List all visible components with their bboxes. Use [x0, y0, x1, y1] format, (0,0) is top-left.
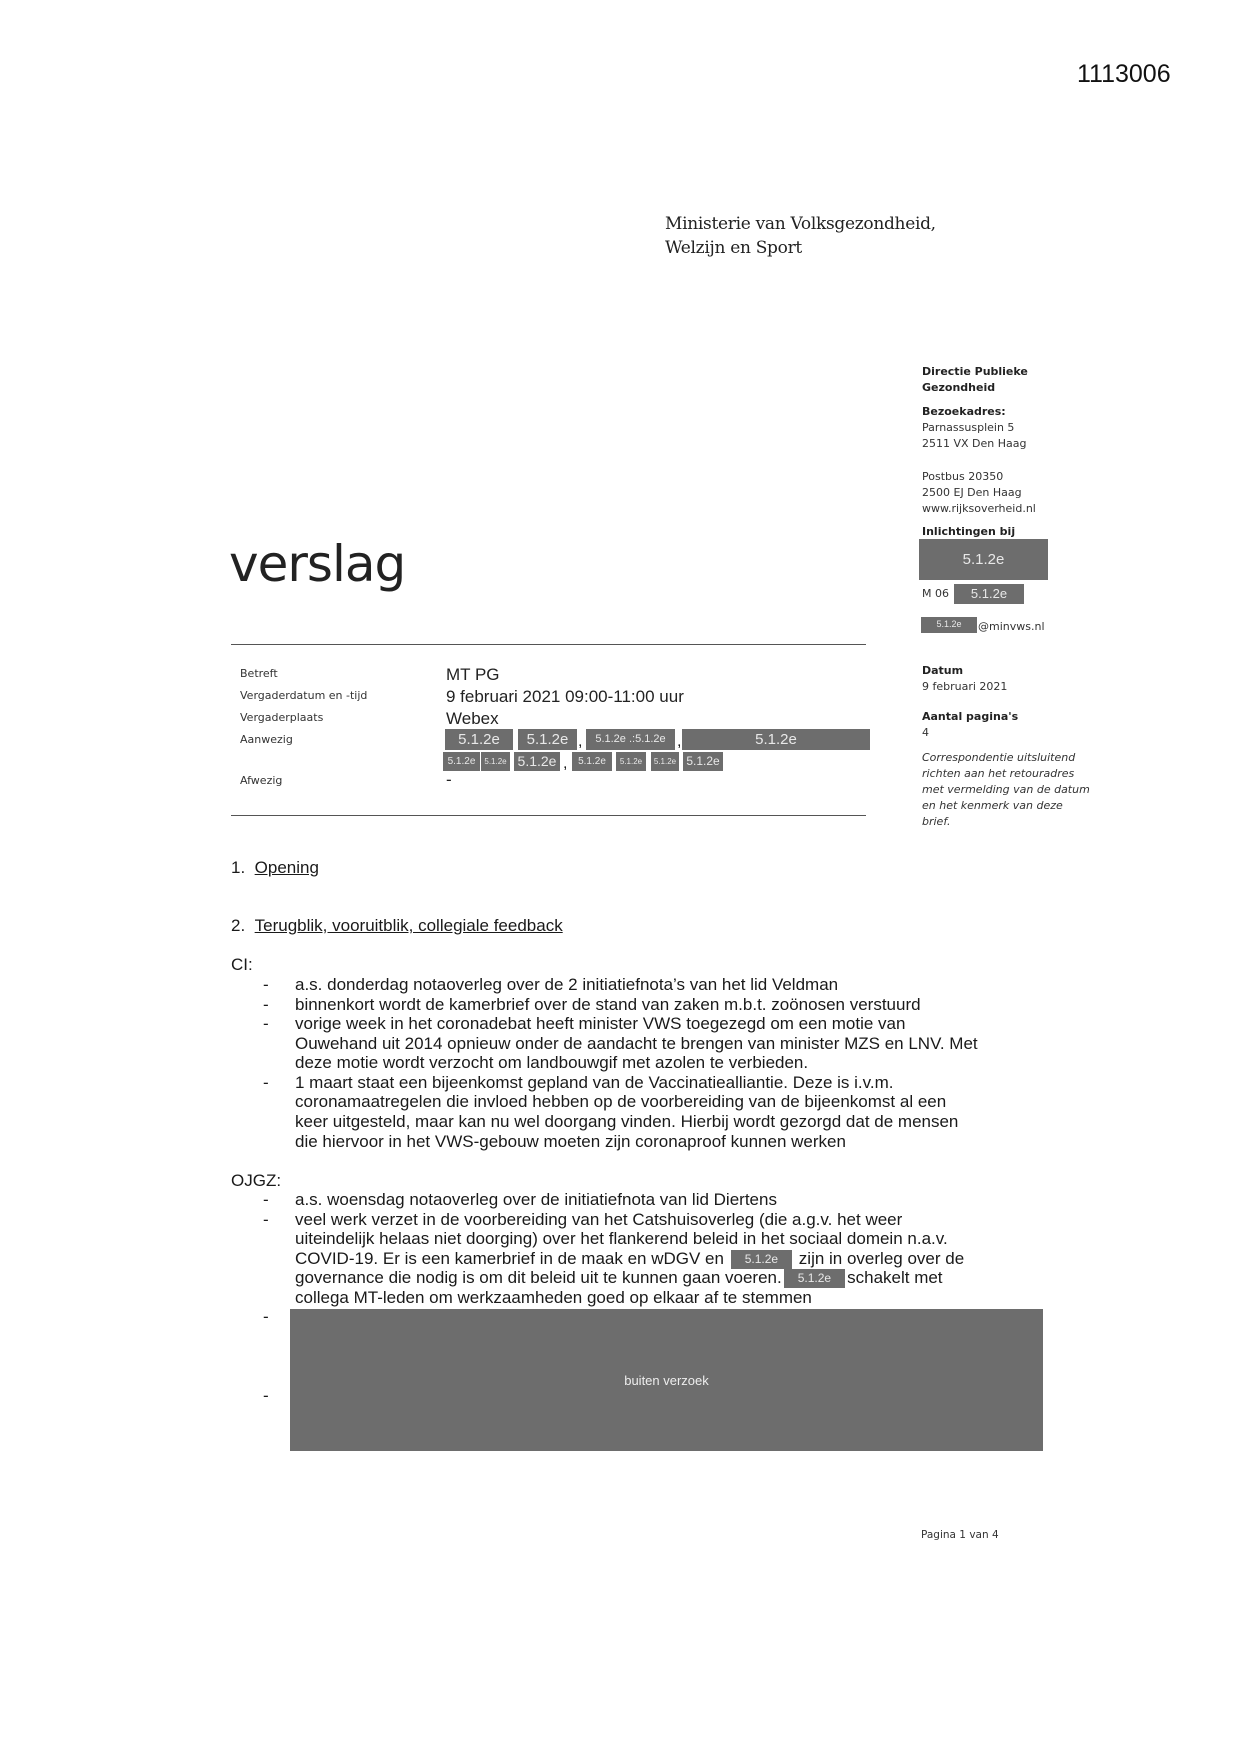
ministry-line-2: Welzijn en Sport [665, 238, 802, 258]
text-segment: a.s. woensdag notaoverleg over de initiatiefnota van lid Diertens [295, 1190, 777, 1209]
bottom-divider [231, 815, 866, 816]
post-city: 2500 EJ Den Haag [922, 486, 1022, 499]
text-segment: uiteindelijk helaas niet doorging) over het flankerend beleid in het sociaal domein n.a.v. [295, 1229, 948, 1248]
inline-redaction: 5.1.2e [731, 1250, 792, 1269]
ministry-line-1: Ministerie van Volksgezondheid, [665, 214, 936, 234]
info-label: Inlichtingen bij [922, 525, 1016, 538]
place-value: Webex [446, 709, 499, 728]
bullet-line [295, 1013, 905, 1035]
datetime-label: Vergaderdatum en -tijd [240, 689, 368, 702]
bullet-line [295, 974, 838, 996]
text-segment: die hiervoor in het VWS-gebouw moeten zijn coronaproof kunnen werken [295, 1132, 846, 1151]
place-label: Vergaderplaats [240, 711, 324, 724]
redaction-present: 5.1.2e [514, 752, 560, 771]
text-segment: collega MT-leden om werkzaamheden goed op elkaar af te stemmen [295, 1288, 812, 1307]
bullet-dash: - [263, 1210, 269, 1229]
text-segment: coronamaatregelen die invloed hebben op de voorbereiding van de bijeenkomst al een [295, 1092, 947, 1111]
bullet-dash: - [263, 1386, 269, 1405]
document-title: verslag [229, 535, 406, 593]
ministry-logo-text [665, 212, 936, 260]
text-segment: keer uitgesteld, maar kan nu wel doorgang vinden. Hierbij wordt gezorgd dat de mensen [295, 1112, 959, 1131]
sidebar-postal-address [922, 469, 1036, 517]
date-value: 9 februari 2021 [922, 680, 1008, 693]
redaction-mobile: 5.1.2e [954, 584, 1024, 604]
date-label: Datum [922, 664, 964, 677]
bullet-line [295, 1131, 846, 1153]
redaction-present: 5.1.2e [572, 752, 612, 771]
comma-separator: , [677, 733, 682, 750]
text-segment: binnenkort wordt de kamerbrief over de stand van zaken m.b.t. zoönosen verstuurd [295, 995, 921, 1014]
text-segment: COVID-19. Er is een kamerbrief in de maak en wDGV en [295, 1249, 729, 1268]
website-link[interactable]: www.rijksoverheid.nl [922, 502, 1036, 515]
bullet-dash: - [263, 975, 269, 994]
agenda-item-title: Opening [254, 858, 319, 877]
redaction-present: 5.1.2e [616, 752, 646, 771]
datetime-value: 9 februari 2021 09:00-11:00 uur [446, 687, 684, 706]
document-number: 1113006 [1077, 60, 1171, 88]
text-segment: deze motie wordt verzocht om landbouwgif met azolen te verbieden. [295, 1053, 809, 1072]
section-heading: CI: [231, 955, 253, 974]
subject-value: MT PG [446, 665, 500, 684]
bullet-line [295, 1052, 808, 1074]
redaction-present: 5.1.2e [445, 729, 513, 750]
agenda-item-1: 1. Opening [231, 858, 319, 877]
bullet-dash: - [263, 1014, 269, 1033]
redaction-present: 5.1.2e .:5.1.2e [586, 729, 675, 750]
bullet-dash: - [263, 1073, 269, 1092]
bullet-line [295, 1287, 812, 1309]
inline-redaction: 5.1.2e [784, 1269, 845, 1288]
present-label: Aanwezig [240, 733, 293, 746]
text-segment: a.s. donderdag notaoverleg over de 2 initiatiefnota’s van het lid Veldman [295, 975, 839, 994]
bullet-dash: - [263, 995, 269, 1014]
bullet-line [295, 1189, 777, 1211]
absent-label: Afwezig [240, 774, 283, 787]
redacted-block [290, 1309, 1043, 1451]
pages-block [922, 709, 1018, 741]
comma-separator: , [563, 755, 568, 772]
bullet-line [295, 1228, 948, 1250]
text-segment: 1 maart staat een bijeenkomst gepland van de Vaccinatiealliantie. Deze is i.v.m. [295, 1073, 894, 1092]
bullet-dash: - [263, 1190, 269, 1209]
agenda-item-2: 2. Terugblik, vooruitblik, collegiale feedback [231, 916, 563, 935]
text-segment: schakelt met [847, 1268, 943, 1287]
section-heading: OJGZ: [231, 1171, 282, 1190]
pages-value: 4 [922, 726, 929, 739]
postbus: Postbus 20350 [922, 470, 1004, 483]
top-divider [231, 644, 866, 645]
redaction-present: 5.1.2e [518, 729, 577, 750]
redaction-present: 5.1.2e [683, 752, 723, 771]
absent-value: - [446, 770, 452, 789]
bullet-line [295, 1091, 946, 1113]
agenda-item-title: Terugblik, vooruitblik, collegiale feedback [254, 916, 563, 935]
redaction-present: 5.1.2e [682, 729, 870, 750]
bullet-line [295, 1111, 958, 1133]
email-domain: @minvws.nl [978, 620, 1045, 633]
redacted-block-label: buiten verzoek [624, 1372, 709, 1388]
redaction-present: 5.1.2e [443, 752, 480, 771]
visit-street: Parnassusplein 5 [922, 421, 1015, 434]
subject-label: Betreft [240, 667, 278, 680]
department-line-1: Directie Publieke [922, 365, 1028, 378]
text-segment: Ouwehand uit 2014 opnieuw onder de aandacht te brengen van minister MZS en LNV. Met [295, 1034, 978, 1053]
visit-city: 2511 VX Den Haag [922, 437, 1027, 450]
text-segment: vorige week in het coronadebat heeft minister VWS toegezegd om een motie van [295, 1014, 906, 1033]
text-segment: veel werk verzet in de voorbereiding van het Catshuisoverleg (die a.g.v. het weer [295, 1210, 903, 1229]
pages-label: Aantal pagina's [922, 710, 1019, 723]
page-number: Pagina 1 van 4 [921, 1529, 999, 1541]
redaction-present: 5.1.2e [651, 752, 679, 771]
text-segment: governance die nodig is om dit beleid uit te kunnen gaan voeren. [295, 1268, 782, 1287]
visit-label: Bezoekadres: [922, 405, 1006, 418]
redaction-present: 5.1.2e [481, 752, 510, 771]
sidebar-department [922, 364, 1028, 396]
correspondence-note: Correspondentie uitsluitend richten aan het retouradres met vermelding van de datum en het kenmerk van deze brief. [922, 751, 1090, 828]
mobile-prefix: M 06 [922, 587, 949, 600]
department-line-2: Gezondheid [922, 381, 996, 394]
bullet-line [295, 1267, 943, 1289]
sidebar-visit-address [922, 404, 1027, 452]
redaction-contact-name: 5.1.2e [919, 539, 1048, 580]
date-block [922, 663, 1007, 695]
redaction-email: 5.1.2e [921, 617, 977, 633]
comma-separator: , [578, 733, 583, 750]
bullet-dash: - [263, 1307, 269, 1326]
text-segment: zijn in overleg over de [794, 1249, 965, 1268]
